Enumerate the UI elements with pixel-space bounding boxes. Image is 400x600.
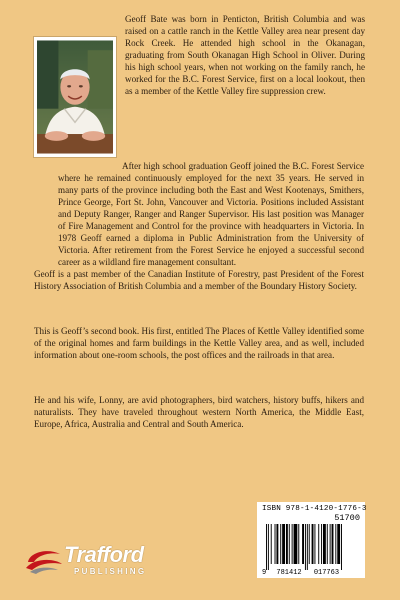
barcode-stripe (323, 524, 326, 564)
ean-digits (262, 570, 360, 577)
ean-right-group: 017763 (313, 569, 340, 577)
barcode-stripe (312, 524, 314, 564)
barcode-stripe (275, 524, 276, 564)
author-portrait-icon (37, 40, 113, 154)
barcode-stripe (268, 524, 269, 570)
barcode-stripe (327, 524, 328, 564)
barcode-stripe (337, 524, 340, 564)
barcode-stripe (302, 524, 304, 564)
trafford-swirl-icon (24, 546, 64, 576)
price-code: 51700 (334, 513, 360, 523)
barcode-stripe (330, 524, 331, 564)
isbn-barcode (257, 502, 365, 578)
barcode-stripe (314, 524, 315, 564)
publisher-name: Trafford (64, 542, 144, 567)
barcode-stripe (294, 524, 298, 564)
barcode-stripe (335, 524, 336, 564)
barcode-stripe (298, 524, 299, 564)
barcode-stripe (309, 524, 310, 564)
barcode-stripe (276, 524, 278, 564)
bio-paragraph-5: He and his wife, Lonny, are avid photographers, bird watchers, history buffs, hikers and naturalists. They have traveled throughout western North America, the Middle East, Europe, Africa, Australia and Central and South America. (34, 395, 364, 429)
barcode-stripe (318, 524, 319, 564)
barcode-stripe (289, 524, 290, 564)
bio-paragraph-2: After high school graduation Geoff joined the B.C. Forest Service where he remained continuously employed for the next 35 years. He served in many parts of the province including both the East and West Kootenays, Smithers, Prince George, Fort St. John, Vancouver and Victoria. Positions included Assistant and Deputy Ranger, Ranger and Ranger Supervisor. His last position was Manager of Fire Management and Control for the province with headquarters in Victoria. In 1978 Geoff earned a diploma in Public Administration from the University of Victoria. After retirement from the Forest Service he enjoyed a successful second career as a wildland fire management consultant. (58, 161, 364, 267)
barcode-stripe (286, 524, 288, 564)
isbn-text: ISBN 978-1-4120-1776-3 (262, 505, 367, 513)
ean-left-group: 781412 (276, 569, 302, 577)
barcode-stripes (262, 524, 360, 570)
publisher-logo (24, 540, 184, 580)
bio-paragraph-4: This is Geoff’s second book. His first, entitled The Places of Kettle Valley identified some of the original homes and farm buildings in the Kettle Valley area, and as well, included information about one-room schools, the post offices and the railroads in that area. (34, 326, 364, 360)
publisher-subtitle: PUBLISHING (74, 567, 147, 576)
ean-first-digit: 9 (262, 569, 267, 577)
barcode-stripe (271, 524, 272, 564)
barcode-stripe (280, 524, 281, 564)
barcode-stripe (321, 524, 322, 564)
barcode-stripe (266, 524, 267, 570)
author-photo (33, 36, 117, 158)
barcode-stripe (292, 524, 293, 564)
bio-paragraph-3: Geoff is a past member of the Canadian Institute of Forestry, past President of the Forest History Association of British Columbia and a member of the Boundary History Society. (34, 269, 364, 291)
barcode-stripe (282, 524, 285, 564)
barcode-stripe (332, 524, 334, 564)
bio-paragraph-1: Geoff Bate was born in Penticton, British Columbia and was raised on a cattle ranch in the Kettle Valley area near present day Rock Creek. He attended high school in the Okanagan, graduating from South Okanagan High School in Oliver. During his high school years, when not working on the family ranch, he worked for the B.C. Forest Service, first on a local lookout, then as a member of the Kettle Valley fire suppression crew. (125, 14, 365, 96)
barcode-stripe (307, 524, 308, 570)
barcode-stripe (305, 524, 306, 570)
barcode-bars (262, 524, 360, 570)
barcode-stripe (341, 524, 342, 570)
